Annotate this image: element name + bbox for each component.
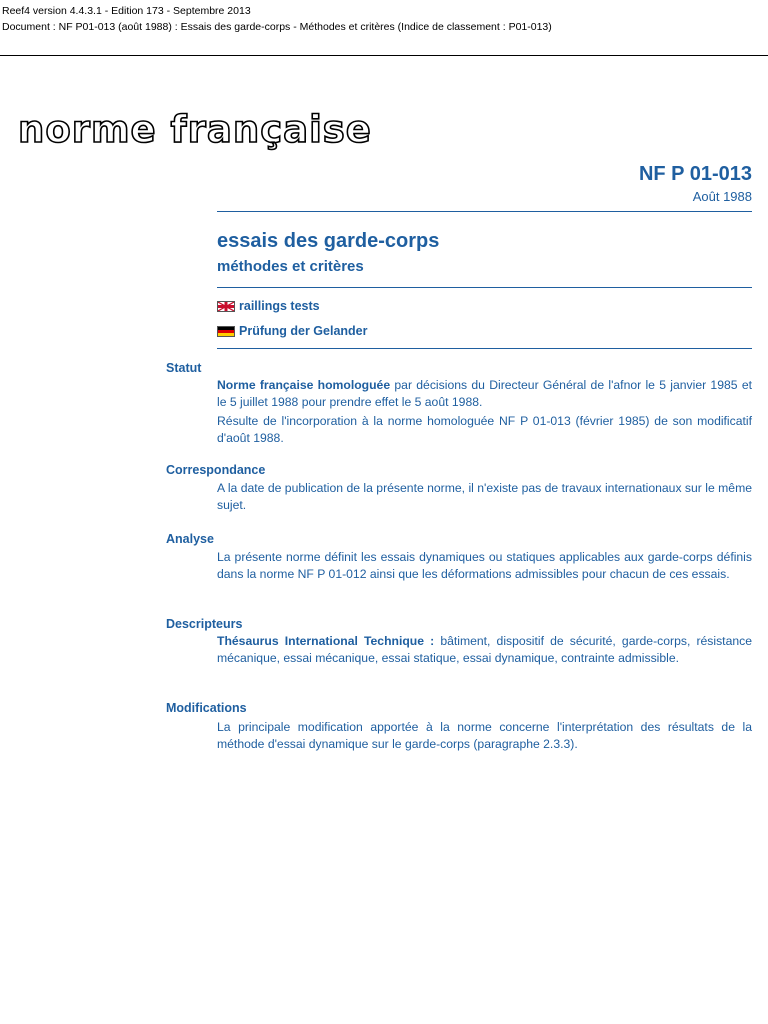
translation-german xyxy=(217,324,368,338)
header-edition-line: Reef4 version 4.4.3.1 - Edition 173 - Septembre 2013 xyxy=(2,5,251,17)
document-subtitle: méthodes et critères xyxy=(217,258,364,275)
section-body-modifications xyxy=(217,719,752,755)
translation-english xyxy=(217,299,320,313)
uk-flag-icon xyxy=(217,301,235,312)
divider-top xyxy=(217,211,752,212)
descripteurs-bold-text: Thésaurus International Technique : xyxy=(217,634,435,648)
section-label-modifications: Modifications xyxy=(166,701,247,715)
correspondance-text: A la date de publication de la présente norme, il n'existe pas de travaux internationaux sur le même sujet. xyxy=(217,481,752,512)
section-body-analyse xyxy=(217,549,752,585)
modifications-text: La principale modification apportée à la norme concerne l'interprétation des résultats de la méthode d'essai dynamique sur le garde-corps (paragraphe 2.3.3). xyxy=(217,720,752,751)
statut-text: par décisions du Directeur Général de l'afnor le 5 janvier 1985 et le 5 juillet 1988 pour prendre effet le 5 août 1988. xyxy=(217,378,752,409)
descripteurs-text: bâtiment, dispositif de sécurité, garde-corps, résistance mécanique, essai mécanique, essai statique, essai dynamique, contrainte admissible. xyxy=(217,634,752,665)
translation-english-label: raillings tests xyxy=(239,299,320,313)
translation-german-label: Prüfung der Gelander xyxy=(239,324,368,338)
main-title: norme française xyxy=(18,108,372,151)
statut-paragraph-2: Résulte de l'incorporation à la norme homologuée NF P 01-013 (février 1985) de son modificatif d'août 1988. xyxy=(217,414,752,445)
analyse-text: La présente norme définit les essais dynamiques ou statiques applicables aux garde-corps définis dans la norme NF P 01-012 ainsi que les déformations admissibles pour chacun de ces essais. xyxy=(217,550,752,581)
descripteurs-paragraph xyxy=(217,633,752,667)
reference-date: Août 1988 xyxy=(692,189,752,204)
section-label-statut: Statut xyxy=(166,361,202,375)
section-label-correspondance: Correspondance xyxy=(166,463,266,477)
statut-paragraph-1 xyxy=(217,377,752,411)
document-title: essais des garde-corps xyxy=(217,230,440,252)
section-label-descripteurs: Descripteurs xyxy=(166,617,243,631)
germany-flag-icon xyxy=(217,326,235,337)
divider-middle xyxy=(217,287,752,288)
section-label-analyse: Analyse xyxy=(166,532,214,546)
section-body-statut xyxy=(217,377,752,449)
section-body-descripteurs xyxy=(217,633,752,669)
reference-code: NF P 01-013 xyxy=(638,163,752,185)
section-body-correspondance xyxy=(217,480,752,516)
statut-bold-text: Norme française homologuée xyxy=(217,378,391,392)
header-document-line: Document : NF P01-013 (août 1988) : Essais des garde-corps - Méthodes et critères (Indice de classement : P01-013) xyxy=(2,21,552,33)
divider-bottom xyxy=(217,348,752,349)
document-header xyxy=(0,0,768,56)
